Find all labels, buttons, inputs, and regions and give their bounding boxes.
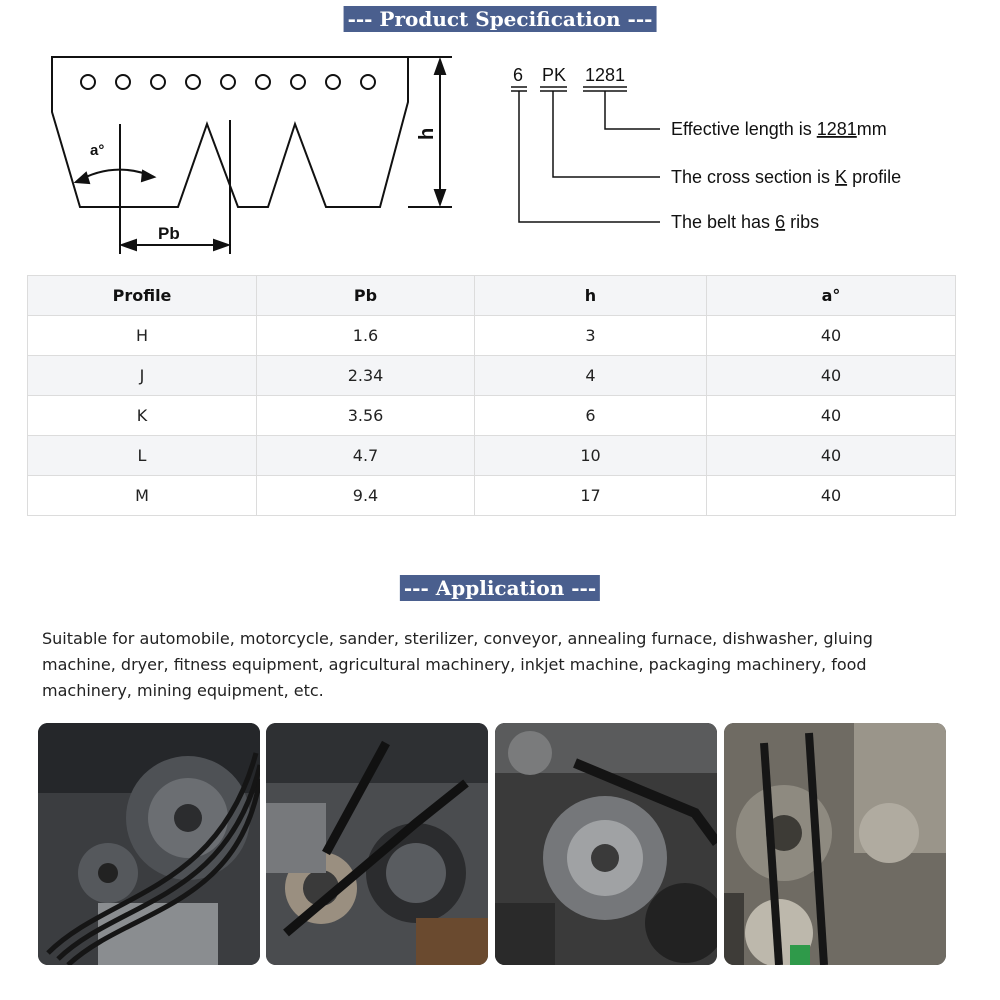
belt-code-diagram <box>505 55 965 255</box>
cell-pb: 3.56 <box>257 396 475 436</box>
cell-angle: 40 <box>707 396 956 436</box>
table-header-row <box>28 276 956 316</box>
engine-belt-photo-1 <box>38 723 260 965</box>
cell-angle: 40 <box>707 476 956 516</box>
cell-angle: 40 <box>707 436 956 476</box>
engine-belt-photo-2 <box>266 723 488 965</box>
cell-angle: 40 <box>707 356 956 396</box>
table-row <box>28 436 956 476</box>
cross-section-line: The cross section is K profile <box>671 167 902 187</box>
cell-h: 4 <box>475 356 707 396</box>
cell-pb: 1.6 <box>257 316 475 356</box>
code-ribs: 6 <box>513 65 524 85</box>
engine-belt-photo-4 <box>724 723 946 965</box>
ribs-line: The belt has 6 ribs <box>671 212 820 232</box>
cell-h: 6 <box>475 396 707 436</box>
application-text: Suitable for automobile, motorcycle, sander, sterilizer, conveyor, annealing furnace, dishwasher, gluing machine, dryer, fitness equipment, agricultural machinery, inkjet machine, packaging machinery, food machinery, mining equipment, etc. <box>42 629 873 700</box>
header-angle: a° <box>707 276 956 316</box>
code-profile: PK <box>542 65 567 85</box>
header-pb: Pb <box>257 276 475 316</box>
header-profile: Profile <box>28 276 257 316</box>
table-row <box>28 476 956 516</box>
cell-pb: 2.34 <box>257 356 475 396</box>
cell-profile: K <box>28 396 257 436</box>
cell-pb: 9.4 <box>257 476 475 516</box>
cell-profile: L <box>28 436 257 476</box>
spec-table <box>27 275 956 516</box>
product-specification-banner: --- Product Specification --- <box>344 6 657 32</box>
table-row <box>28 316 956 356</box>
angle-label: a° <box>90 142 105 159</box>
cell-profile: J <box>28 356 257 396</box>
engine-belt-photo-3 <box>495 723 717 965</box>
header-h: h <box>475 276 707 316</box>
cell-angle: 40 <box>707 316 956 356</box>
cell-h: 10 <box>475 436 707 476</box>
cell-profile: H <box>28 316 257 356</box>
table-row <box>28 356 956 396</box>
table-row <box>28 396 956 436</box>
code-length: 1281 <box>585 65 626 85</box>
effective-length-line: Effective length is 1281mm <box>671 119 887 139</box>
application-banner: --- Application --- <box>400 575 600 601</box>
height-label: h <box>416 127 438 140</box>
cell-pb: 4.7 <box>257 436 475 476</box>
cell-profile: M <box>28 476 257 516</box>
cell-h: 3 <box>475 316 707 356</box>
cell-h: 17 <box>475 476 707 516</box>
belt-cross-section-diagram <box>40 42 480 272</box>
pitch-label: Pb <box>158 224 180 243</box>
